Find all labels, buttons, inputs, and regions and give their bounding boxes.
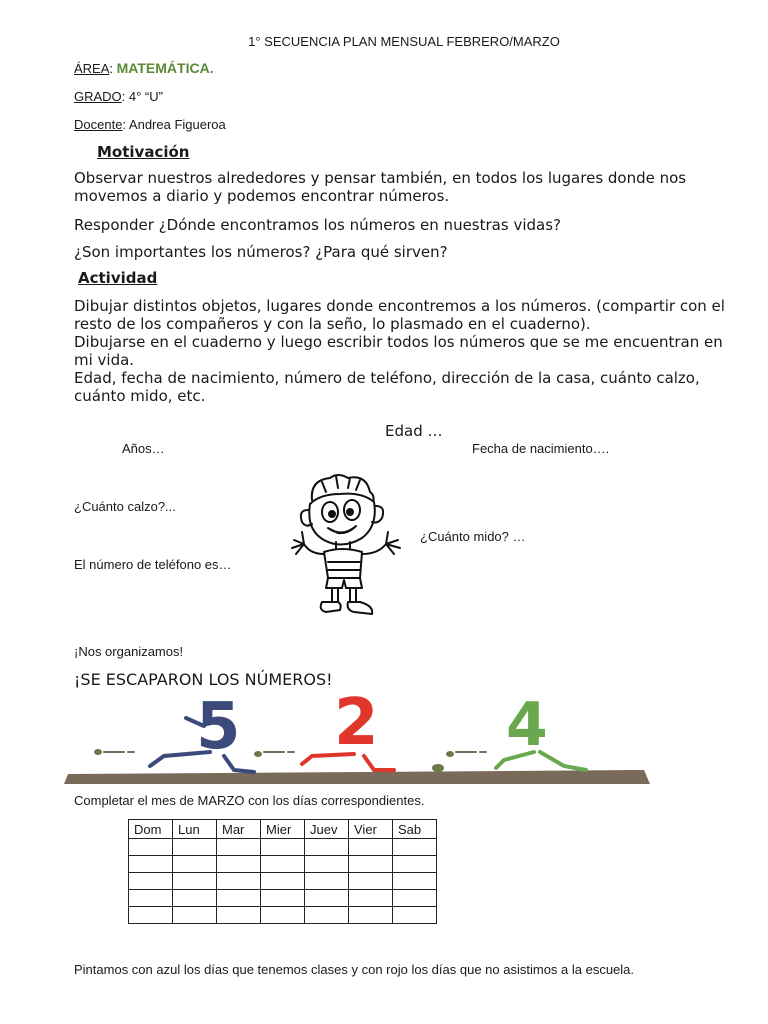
document-title: 1° SECUENCIA PLAN MENSUAL FEBRERO/MARZO (248, 34, 560, 49)
calendar-day-cell[interactable] (393, 839, 437, 856)
label-fecha-nacimiento: Fecha de nacimiento…. (472, 441, 610, 456)
calendar-day-cell[interactable] (217, 907, 261, 924)
actividad-paragraph-3: Edad, fecha de nacimiento, número de teléfono, dirección de la casa, cuánto calzo, cuánto mido, etc. (74, 369, 700, 405)
calendar-day-cell[interactable] (173, 873, 217, 890)
calendar-day-cell[interactable] (173, 839, 217, 856)
calendar-row (129, 907, 437, 924)
calendar-day-cell[interactable] (305, 907, 349, 924)
calendar-day-cell[interactable] (129, 873, 173, 890)
calendar-day-cell[interactable] (261, 839, 305, 856)
calendar-header-cell: Juev (305, 820, 349, 839)
cartoon-boy-illustration (282, 470, 410, 618)
calendar-day-cell[interactable] (393, 890, 437, 907)
calendar-day-cell[interactable] (129, 890, 173, 907)
label-telefono: El número de teléfono es… (74, 557, 232, 572)
completar-instruction: Completar el mes de MARZO con los días correspondientes. (74, 793, 425, 808)
area-line: ÁREA: MATEMÁTICA. (74, 60, 214, 76)
running-digit-5: 5 (196, 690, 241, 764)
calendar-row (129, 839, 437, 856)
grado-line (74, 89, 163, 104)
calendar-day-cell[interactable] (261, 907, 305, 924)
actividad-heading: Actividad (78, 269, 158, 287)
calendar-day-cell[interactable] (173, 907, 217, 924)
calendar-header-cell: Mar (217, 820, 261, 839)
ground-strip (64, 770, 650, 784)
motivacion-paragraph-2: Responder ¿Dónde encontramos los números en nuestras vidas? (74, 216, 561, 234)
calendar-header-cell: Mier (261, 820, 305, 839)
footer-instruction: Pintamos con azul los días que tenemos clases y con rojo los días que no asistimos a la escuela. (74, 962, 635, 977)
docente-value: : Andrea Figueroa (122, 117, 226, 132)
calendar-day-cell[interactable] (393, 873, 437, 890)
running-digit-2: 2 (334, 686, 379, 760)
march-calendar-table (128, 819, 437, 924)
calendar-day-cell[interactable] (349, 839, 393, 856)
label-cuanto-mido: ¿Cuánto mido? … (420, 529, 526, 544)
actividad-paragraph-1: Dibujar distintos objetos, lugares donde encontremos a los números. (compartir con el resto de los compañeros y con la seño, lo plasmado en el cuaderno). (74, 297, 725, 333)
calendar-day-cell[interactable] (129, 839, 173, 856)
calendar-day-cell[interactable] (349, 873, 393, 890)
actividad-paragraph-2: Dibujarse en el cuaderno y luego escribir todos los números que se me encuentran en mi vida. (74, 333, 723, 369)
calendar-day-cell[interactable] (217, 873, 261, 890)
calendar-day-cell[interactable] (217, 856, 261, 873)
calendar-day-cell[interactable] (129, 907, 173, 924)
calendar-day-cell[interactable] (173, 856, 217, 873)
label-cuanto-calzo: ¿Cuánto calzo?... (74, 499, 176, 514)
calendar-day-cell[interactable] (305, 873, 349, 890)
calendar-header-cell: Dom (129, 820, 173, 839)
nos-organizamos: ¡Nos organizamos! (74, 644, 184, 659)
calendar-day-cell[interactable] (305, 839, 349, 856)
calendar-row (129, 890, 437, 907)
calendar-day-cell[interactable] (349, 890, 393, 907)
calendar-day-cell[interactable] (349, 856, 393, 873)
running-digit-4: 4 (506, 690, 548, 760)
calendar-header-cell: Sab (393, 820, 437, 839)
calendar-day-cell[interactable] (349, 907, 393, 924)
grado-label: GRADO (74, 89, 122, 104)
docente-line (74, 117, 226, 132)
area-label: ÁREA (74, 61, 110, 76)
calendar-day-cell[interactable] (261, 890, 305, 907)
calendar-day-cell[interactable] (305, 890, 349, 907)
area-value: MATEMÁTICA. (116, 60, 214, 76)
grado-value: : 4° “U” (121, 89, 163, 104)
calendar-day-cell[interactable] (129, 856, 173, 873)
calendar-day-cell[interactable] (217, 890, 261, 907)
calendar-day-cell[interactable] (261, 873, 305, 890)
label-anos: Años… (122, 441, 165, 456)
se-escaparon-heading: ¡SE ESCAPARON LOS NÚMEROS! (74, 670, 333, 689)
calendar-header-row (129, 820, 437, 839)
calendar-day-cell[interactable] (393, 856, 437, 873)
calendar-row (129, 856, 437, 873)
motivacion-heading: Motivación (97, 143, 190, 161)
calendar-day-cell[interactable] (217, 839, 261, 856)
calendar-header-cell: Lun (173, 820, 217, 839)
calendar-row (129, 873, 437, 890)
motivacion-paragraph-1: Observar nuestros alrededores y pensar también, en todos los lugares donde nos movemos a diario y podemos encontrar números. (74, 169, 687, 205)
calendar-day-cell[interactable] (173, 890, 217, 907)
docente-label: Docente (74, 117, 123, 132)
calendar-header-cell: Vier (349, 820, 393, 839)
motivacion-paragraph-3: ¿Son importantes los números? ¿Para qué sirven? (74, 243, 448, 261)
label-edad: Edad … (385, 422, 443, 440)
calendar-day-cell[interactable] (393, 907, 437, 924)
calendar-day-cell[interactable] (261, 856, 305, 873)
calendar-day-cell[interactable] (305, 856, 349, 873)
